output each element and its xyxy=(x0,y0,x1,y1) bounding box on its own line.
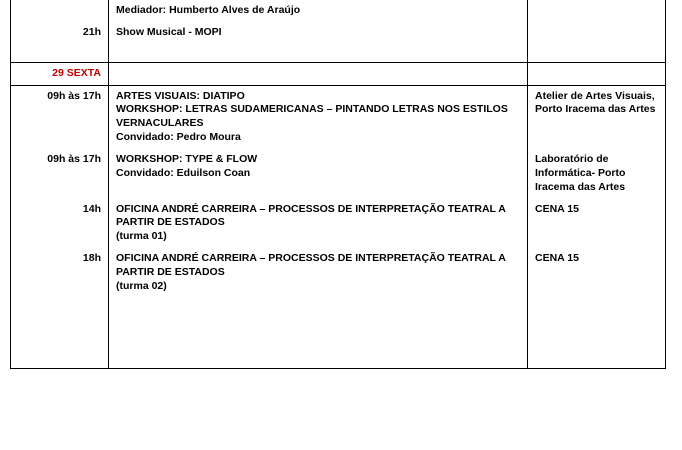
row-desc-cell xyxy=(109,22,528,62)
day-label-text: 29 SEXTA xyxy=(52,66,101,79)
row-desc-cell xyxy=(109,248,528,369)
row-place-cell xyxy=(528,149,666,199)
schedule-table xyxy=(10,0,666,369)
time-text: 09h às 17h xyxy=(47,89,101,102)
row-desc-cell xyxy=(109,85,528,149)
row-time-cell xyxy=(11,85,109,149)
row-time-cell xyxy=(11,199,109,249)
table-row xyxy=(11,0,666,22)
row-desc-cell xyxy=(109,62,528,85)
table-row xyxy=(11,248,666,369)
desc-line: (turma 01) xyxy=(116,230,167,243)
row-time-cell xyxy=(11,149,109,199)
row-place-cell xyxy=(528,85,666,149)
desc-line: Show Musical - MOPI xyxy=(116,25,222,38)
row-desc-cell xyxy=(109,199,528,249)
row-place-cell xyxy=(528,62,666,85)
desc-line: WORKSHOP: LETRAS SUDAMERICANAS – PINTANDO LETRAS NOS ESTILOS VERNACULARES xyxy=(116,103,508,130)
place-line: Laboratório de Informática- Porto Iracema das Artes xyxy=(535,153,626,193)
table-row xyxy=(11,22,666,62)
place-line: CENA 15 xyxy=(535,202,579,215)
time-text: 18h xyxy=(82,252,101,265)
time-text: 21h xyxy=(82,25,101,38)
desc-line: OFICINA ANDRÉ CARREIRA – PROCESSOS DE INTERPRETAÇÃO TEATRAL A PARTIR DE ESTADOS xyxy=(116,252,506,279)
table-row xyxy=(11,199,666,249)
row-desc-cell xyxy=(109,0,528,22)
desc-line: OFICINA ANDRÉ CARREIRA – PROCESSOS DE INTERPRETAÇÃO TEATRAL A PARTIR DE ESTADOS xyxy=(116,202,506,229)
day-header-cell xyxy=(11,62,109,85)
schedule-table-body xyxy=(11,0,666,369)
row-place-cell xyxy=(528,0,666,22)
row-time-cell xyxy=(11,248,109,369)
row-time-cell xyxy=(11,0,109,22)
row-desc-cell xyxy=(109,149,528,199)
row-place-cell xyxy=(528,199,666,249)
desc-line: Convidado: Pedro Moura xyxy=(116,131,241,144)
table-row xyxy=(11,85,666,149)
row-place-cell xyxy=(528,22,666,62)
desc-line: WORKSHOP: TYPE & FLOW xyxy=(116,153,258,166)
row-time-cell xyxy=(11,22,109,62)
row-place-cell xyxy=(528,248,666,369)
desc-line: Mediador: Humberto Alves de Araújo xyxy=(116,4,301,16)
table-row-day-header xyxy=(11,62,666,85)
desc-line: Convidado: Eduilson Coan xyxy=(116,166,251,179)
time-text: 09h às 17h xyxy=(47,153,101,166)
time-text: 14h xyxy=(82,202,101,215)
place-line: Atelier de Artes Visuais, Porto Iracema das Artes xyxy=(535,89,656,116)
desc-line: ARTES VISUAIS: DIATIPO xyxy=(116,89,245,102)
table-row xyxy=(11,149,666,199)
place-line: CENA 15 xyxy=(535,252,579,265)
desc-line: (turma 02) xyxy=(116,279,167,292)
